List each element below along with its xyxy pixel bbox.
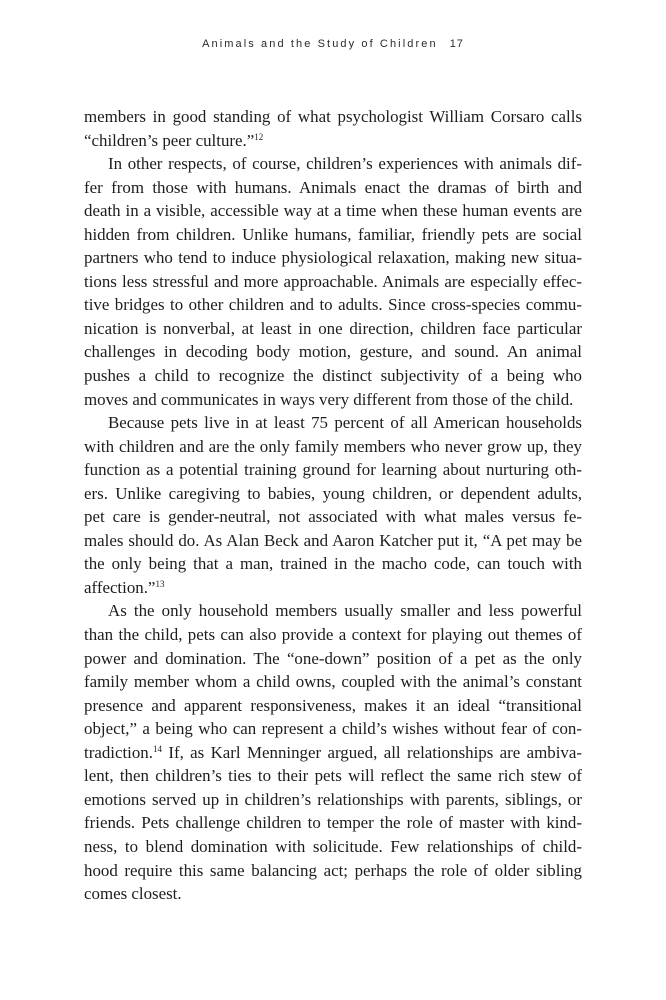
text-line: “children’s peer culture.”$^{12}$ [84,130,264,150]
text-line: hood require this same balancing act; perhaps the role of older sibling [84,860,582,880]
text-line: Because pets live in at least 75 percent of all American households [108,413,582,433]
text-line: lent, then children’s ties to their pets will reflect the same rich stew of [84,766,582,786]
page-number: 17 [449,38,464,50]
text-line: partners who tend to induce physiological relaxation, making new situa- [84,248,582,268]
text-line: ers. Unlike caregiving to babies, young children, or dependent adults, [84,483,582,503]
text-line: ness, to blend domination with solicitude. Few relationships of child- [84,836,582,856]
paragraph [84,411,582,599]
text-line: members in good standing of what psychologist William Corsaro calls [84,107,582,126]
text-line: As the only household members usually smaller and less powerful [108,601,582,621]
running-head [0,38,666,50]
paragraph [84,105,582,152]
text-line: the only being that a man, trained in the macho code, can touch with [84,554,582,574]
footnote-ref: 14 [152,743,162,754]
text-line: comes closest. [84,884,182,904]
text-line: tive bridges to other children and to adults. Since cross-species commu- [84,295,582,315]
text-line: nication is nonverbal, at least in one direction, children face particular [84,318,582,338]
text-line: emotions served up in children’s relationships with parents, siblings, or [84,789,582,809]
running-title: Animals and the Study of Children [202,38,438,50]
text-line: challenges in decoding body motion, gesture, and sound. An animal [84,342,582,362]
text-line: tradiction.$^{14}$ If, as Karl Menninger argued, all relationships are ambiva- [84,742,582,762]
paragraph [84,152,582,411]
footnote-ref: 12 [254,131,264,142]
text-line: fer from those with humans. Animals enact the dramas of birth and [84,177,582,197]
paragraph [84,599,582,905]
text-line: In other respects, of course, children’s experiences with animals dif- [108,154,582,174]
text-line: presence and apparent responsiveness, makes it an ideal “transitional [84,695,582,715]
text-line: than the child, pets can also provide a context for playing out themes of [84,625,582,645]
footnote-ref: 13 [155,578,165,589]
body-text [84,105,582,906]
text-line: power and domination. The “one-down” position of a pet as the only [84,648,582,668]
text-line: object,” a being who can represent a child’s wishes without fear of con- [84,719,582,739]
text-line: function as a potential training ground for learning about nurturing oth- [84,460,582,480]
text-line: pushes a child to recognize the distinct subjectivity of a being who [84,366,582,386]
text-line: tions less stressful and more approachable. Animals are especially effec- [84,271,582,291]
text-line: moves and communicates in ways very different from those of the child. [84,389,574,409]
text-line: pet care is gender-neutral, not associated with what males versus fe- [84,507,582,527]
text-line: males should do. As Alan Beck and Aaron Katcher put it, “A pet may be [84,530,582,550]
text-line: hidden from children. Unlike humans, familiar, friendly pets are social [84,224,582,244]
text-line: with children and are the only family members who never grow up, they [84,436,582,456]
text-line: affection.”$^{13}$ [84,577,165,597]
text-line: family member whom a child owns, coupled with the animal’s constant [84,672,582,692]
text-line: friends. Pets challenge children to temper the role of master with kind- [84,813,582,833]
text-line: death in a visible, accessible way at a time when these human events are [84,201,582,221]
